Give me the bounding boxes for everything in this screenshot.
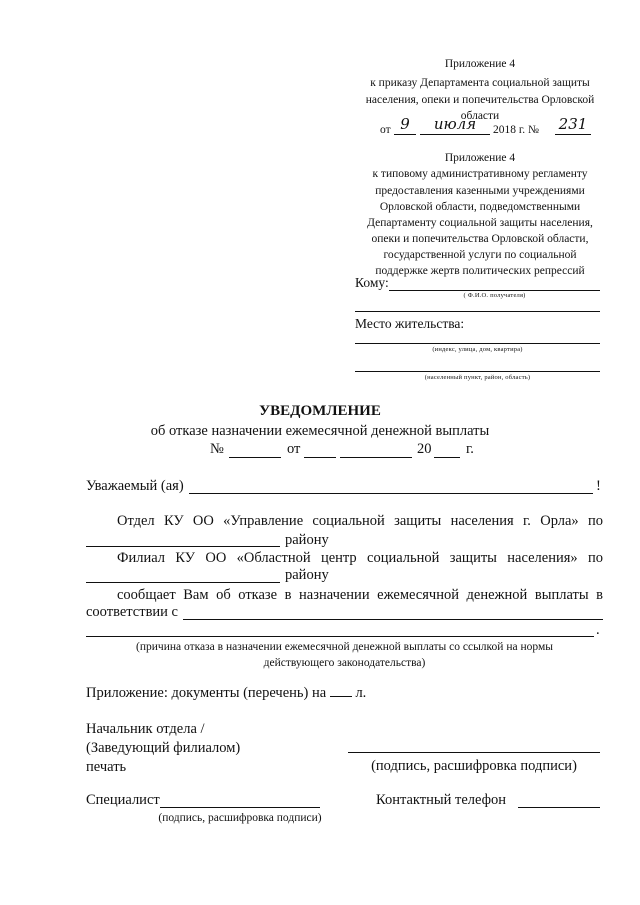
- year-prefix: 20: [417, 441, 432, 457]
- appendix1-line1: к приказу Департамента социальной защиты: [370, 77, 590, 89]
- attachment-pages-field: [330, 684, 352, 697]
- greeting: Уважаемый (ая): [86, 478, 184, 494]
- stamp-label: печать: [86, 759, 127, 775]
- to-label: Кому:: [355, 275, 389, 290]
- fio-field-line: [389, 290, 600, 291]
- number-sign: №: [210, 441, 224, 457]
- appendix2-line-3: Департаменту социальной защиты населения,: [367, 217, 593, 229]
- notice-title: УВЕДОМЛЕНИЕ: [259, 403, 381, 419]
- residence-label: Место жительства:: [355, 316, 465, 331]
- specialist-signature-hint: (подпись, расшифровка подписи): [158, 812, 322, 824]
- order-date-year: 2018 г. №: [493, 124, 540, 136]
- reason-hint-2: действующего законодательства): [263, 657, 426, 669]
- district1-word: району: [285, 532, 329, 548]
- appendix2-line-0: к типовому административному регламенту: [372, 168, 588, 180]
- appendix2-line-1: предоставления казенными учреждениями: [375, 185, 585, 197]
- order-date-month: июля: [433, 115, 477, 133]
- appendix2-line-5: государственной услуги по социальной: [383, 249, 577, 261]
- phone-field: [518, 807, 600, 808]
- fio-extra-line: [355, 311, 600, 312]
- head-signature-field: [348, 752, 600, 753]
- appendix2-line-4: опеки и попечительства Орловской области,: [371, 233, 589, 245]
- greeting-exclamation: !: [596, 478, 601, 494]
- district2-field: [86, 582, 280, 583]
- reason-hint-1: (причина отказа в назначении ежемесячной денежной выплаты со ссылкой на нормы: [136, 641, 553, 653]
- district1-field: [86, 546, 280, 547]
- reason-field: [86, 636, 594, 637]
- head-signature-hint: (подпись, расшифровка подписи): [371, 758, 577, 774]
- greeting-name-field: [189, 493, 593, 494]
- head-title-2: (Заведующий филиалом): [86, 740, 241, 756]
- specialist-label: Специалист: [86, 792, 160, 808]
- number-field: [229, 457, 281, 458]
- phone-label: Контактный телефон: [376, 792, 507, 808]
- order-date-day: 9: [400, 115, 410, 133]
- specialist-signature-field: [160, 807, 320, 808]
- branch-line: Филиал КУ ОО «Областной центр социальной защиты населения» по: [117, 550, 603, 566]
- locality-line: [355, 371, 600, 372]
- notice-number-line: [0, 441, 640, 461]
- informs-line: сообщает Вам об отказе в назначении ежемесячной денежной выплаты в: [117, 587, 603, 603]
- dept-line: Отдел КУ ОО «Управление социальной защиты населения г. Орла» по: [117, 513, 603, 529]
- appendix1-line2: населения, опеки и попечительства Орловской: [365, 94, 595, 106]
- appendix2-line-6: поддержке жертв политических репрессий: [375, 265, 585, 277]
- locality-hint: (населенный пункт, район, область): [424, 374, 531, 381]
- appendix2-title: Приложение 4: [444, 152, 516, 164]
- address-line: [355, 343, 600, 344]
- fio-hint: ( Ф.И.О. получателя): [463, 292, 526, 299]
- appendix2-line-2: Орловской области, подведомственными: [379, 201, 581, 213]
- district2-word: району: [285, 567, 329, 583]
- date-from: от: [287, 441, 301, 457]
- order-number: 231: [558, 115, 588, 133]
- attachment-line: [86, 684, 366, 702]
- order-date-prefix: от: [380, 124, 391, 136]
- accordance-field: [183, 619, 603, 620]
- year-field: [434, 457, 460, 458]
- notice-subtitle: об отказе назначении ежемесячной денежной выплаты: [150, 423, 490, 439]
- head-title-1: Начальник отдела /: [86, 721, 205, 737]
- year-suffix: г.: [466, 441, 474, 457]
- appendix1-title: Приложение 4: [444, 58, 516, 70]
- attachment-prefix: Приложение: документы (перечень) на: [86, 685, 327, 701]
- appendix1-line3: области: [460, 110, 500, 122]
- accordance-word: соответствии с: [86, 604, 178, 620]
- address-hint: (индекс, улица, дом, квартира): [432, 346, 523, 353]
- day-field: [304, 457, 336, 458]
- attachment-suffix: л.: [355, 685, 367, 701]
- reason-period: .: [596, 622, 600, 638]
- month-field: [340, 457, 412, 458]
